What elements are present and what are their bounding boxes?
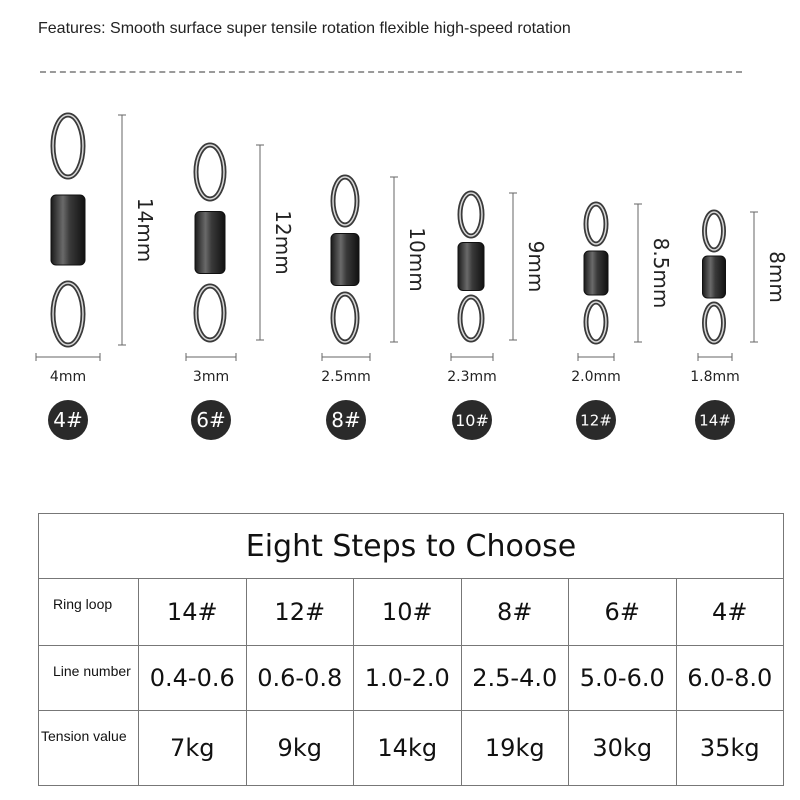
swivel-1 xyxy=(51,115,85,345)
table-cell: 10# xyxy=(354,579,462,645)
upper-ring-highlight xyxy=(586,204,606,244)
swivel-barrel xyxy=(458,243,484,291)
width-label: 4mm xyxy=(49,369,87,385)
swivel-5 xyxy=(584,204,608,342)
table-cell: 0.4-0.6 xyxy=(139,646,247,710)
swivel-3 xyxy=(331,177,359,342)
table-cell: 1.0-2.0 xyxy=(354,646,462,710)
height-label: 8.5mm xyxy=(649,237,673,309)
size-badge-label: 14# xyxy=(699,411,731,430)
width-label: 2.5mm xyxy=(321,369,371,385)
table-cell: 7kg xyxy=(139,711,247,785)
height-label: 14mm xyxy=(133,197,157,263)
swivel-barrel xyxy=(51,195,85,265)
features-text: Features: Smooth surface super tensile rotation flexible high-speed rotation xyxy=(38,20,571,37)
lower-ring-highlight xyxy=(196,286,224,340)
swivel-2 xyxy=(195,145,225,340)
table-cell: 8# xyxy=(462,579,570,645)
swivel-barrel xyxy=(584,251,608,295)
lower-ring-highlight xyxy=(460,297,482,340)
swivel-barrel xyxy=(703,256,726,298)
size-badge-label: 10# xyxy=(455,410,489,430)
table-row-ring-loop xyxy=(39,579,783,646)
table-cell: 30kg xyxy=(569,711,677,785)
swivel-4 xyxy=(458,193,484,340)
size-badge-label: 8# xyxy=(331,408,361,433)
size-badge-label: 12# xyxy=(580,411,612,430)
upper-ring-highlight xyxy=(705,212,724,250)
width-label: 3mm xyxy=(192,369,230,385)
width-label: 1.8mm xyxy=(690,369,740,385)
table-cell: 19kg xyxy=(462,711,570,785)
swivel-barrel xyxy=(195,212,225,274)
height-label: 10mm xyxy=(405,227,429,292)
upper-ring-highlight xyxy=(333,177,357,225)
table-cell: 4# xyxy=(712,598,748,626)
table-cell: 6# xyxy=(569,579,677,645)
height-label: 8mm xyxy=(765,251,789,303)
swivel-illustration xyxy=(0,80,800,450)
row-label: Line number xyxy=(39,646,139,710)
row-label: Tension value xyxy=(39,711,139,785)
upper-ring-highlight xyxy=(53,115,83,177)
table-cell: 5.0-6.0 xyxy=(569,646,677,710)
dashed-divider xyxy=(40,71,742,73)
table-row-tension-value xyxy=(39,711,783,785)
table-row-line-number xyxy=(39,646,783,711)
table-title: Eight Steps to Choose xyxy=(39,514,783,579)
size-badge-label: 4# xyxy=(53,408,83,433)
width-label: 2.3mm xyxy=(447,369,497,385)
height-label: 12mm xyxy=(271,210,295,275)
upper-ring-highlight xyxy=(460,193,482,236)
lower-ring-highlight xyxy=(333,294,357,342)
lower-ring-highlight xyxy=(705,304,724,342)
table-cell: 35kg xyxy=(699,734,760,762)
height-label: 9mm xyxy=(524,240,548,293)
table-cell: 12# xyxy=(247,579,355,645)
size-badge-label: 6# xyxy=(196,408,226,433)
upper-ring-highlight xyxy=(196,145,224,199)
width-label: 2.0mm xyxy=(571,369,621,385)
table-cell: 6.0-8.0 xyxy=(687,664,773,692)
selection-table xyxy=(38,513,784,786)
lower-ring-highlight xyxy=(53,283,83,345)
table-cell: 14# xyxy=(139,579,247,645)
table-cell: 2.5-4.0 xyxy=(462,646,570,710)
swivel-barrel xyxy=(331,234,359,286)
table-cell: 0.6-0.8 xyxy=(247,646,355,710)
table-cell: 9kg xyxy=(247,711,355,785)
table-cell: 14kg xyxy=(354,711,462,785)
swivel-6 xyxy=(703,212,726,342)
row-label: Ring loop xyxy=(39,579,139,645)
lower-ring-highlight xyxy=(586,302,606,342)
